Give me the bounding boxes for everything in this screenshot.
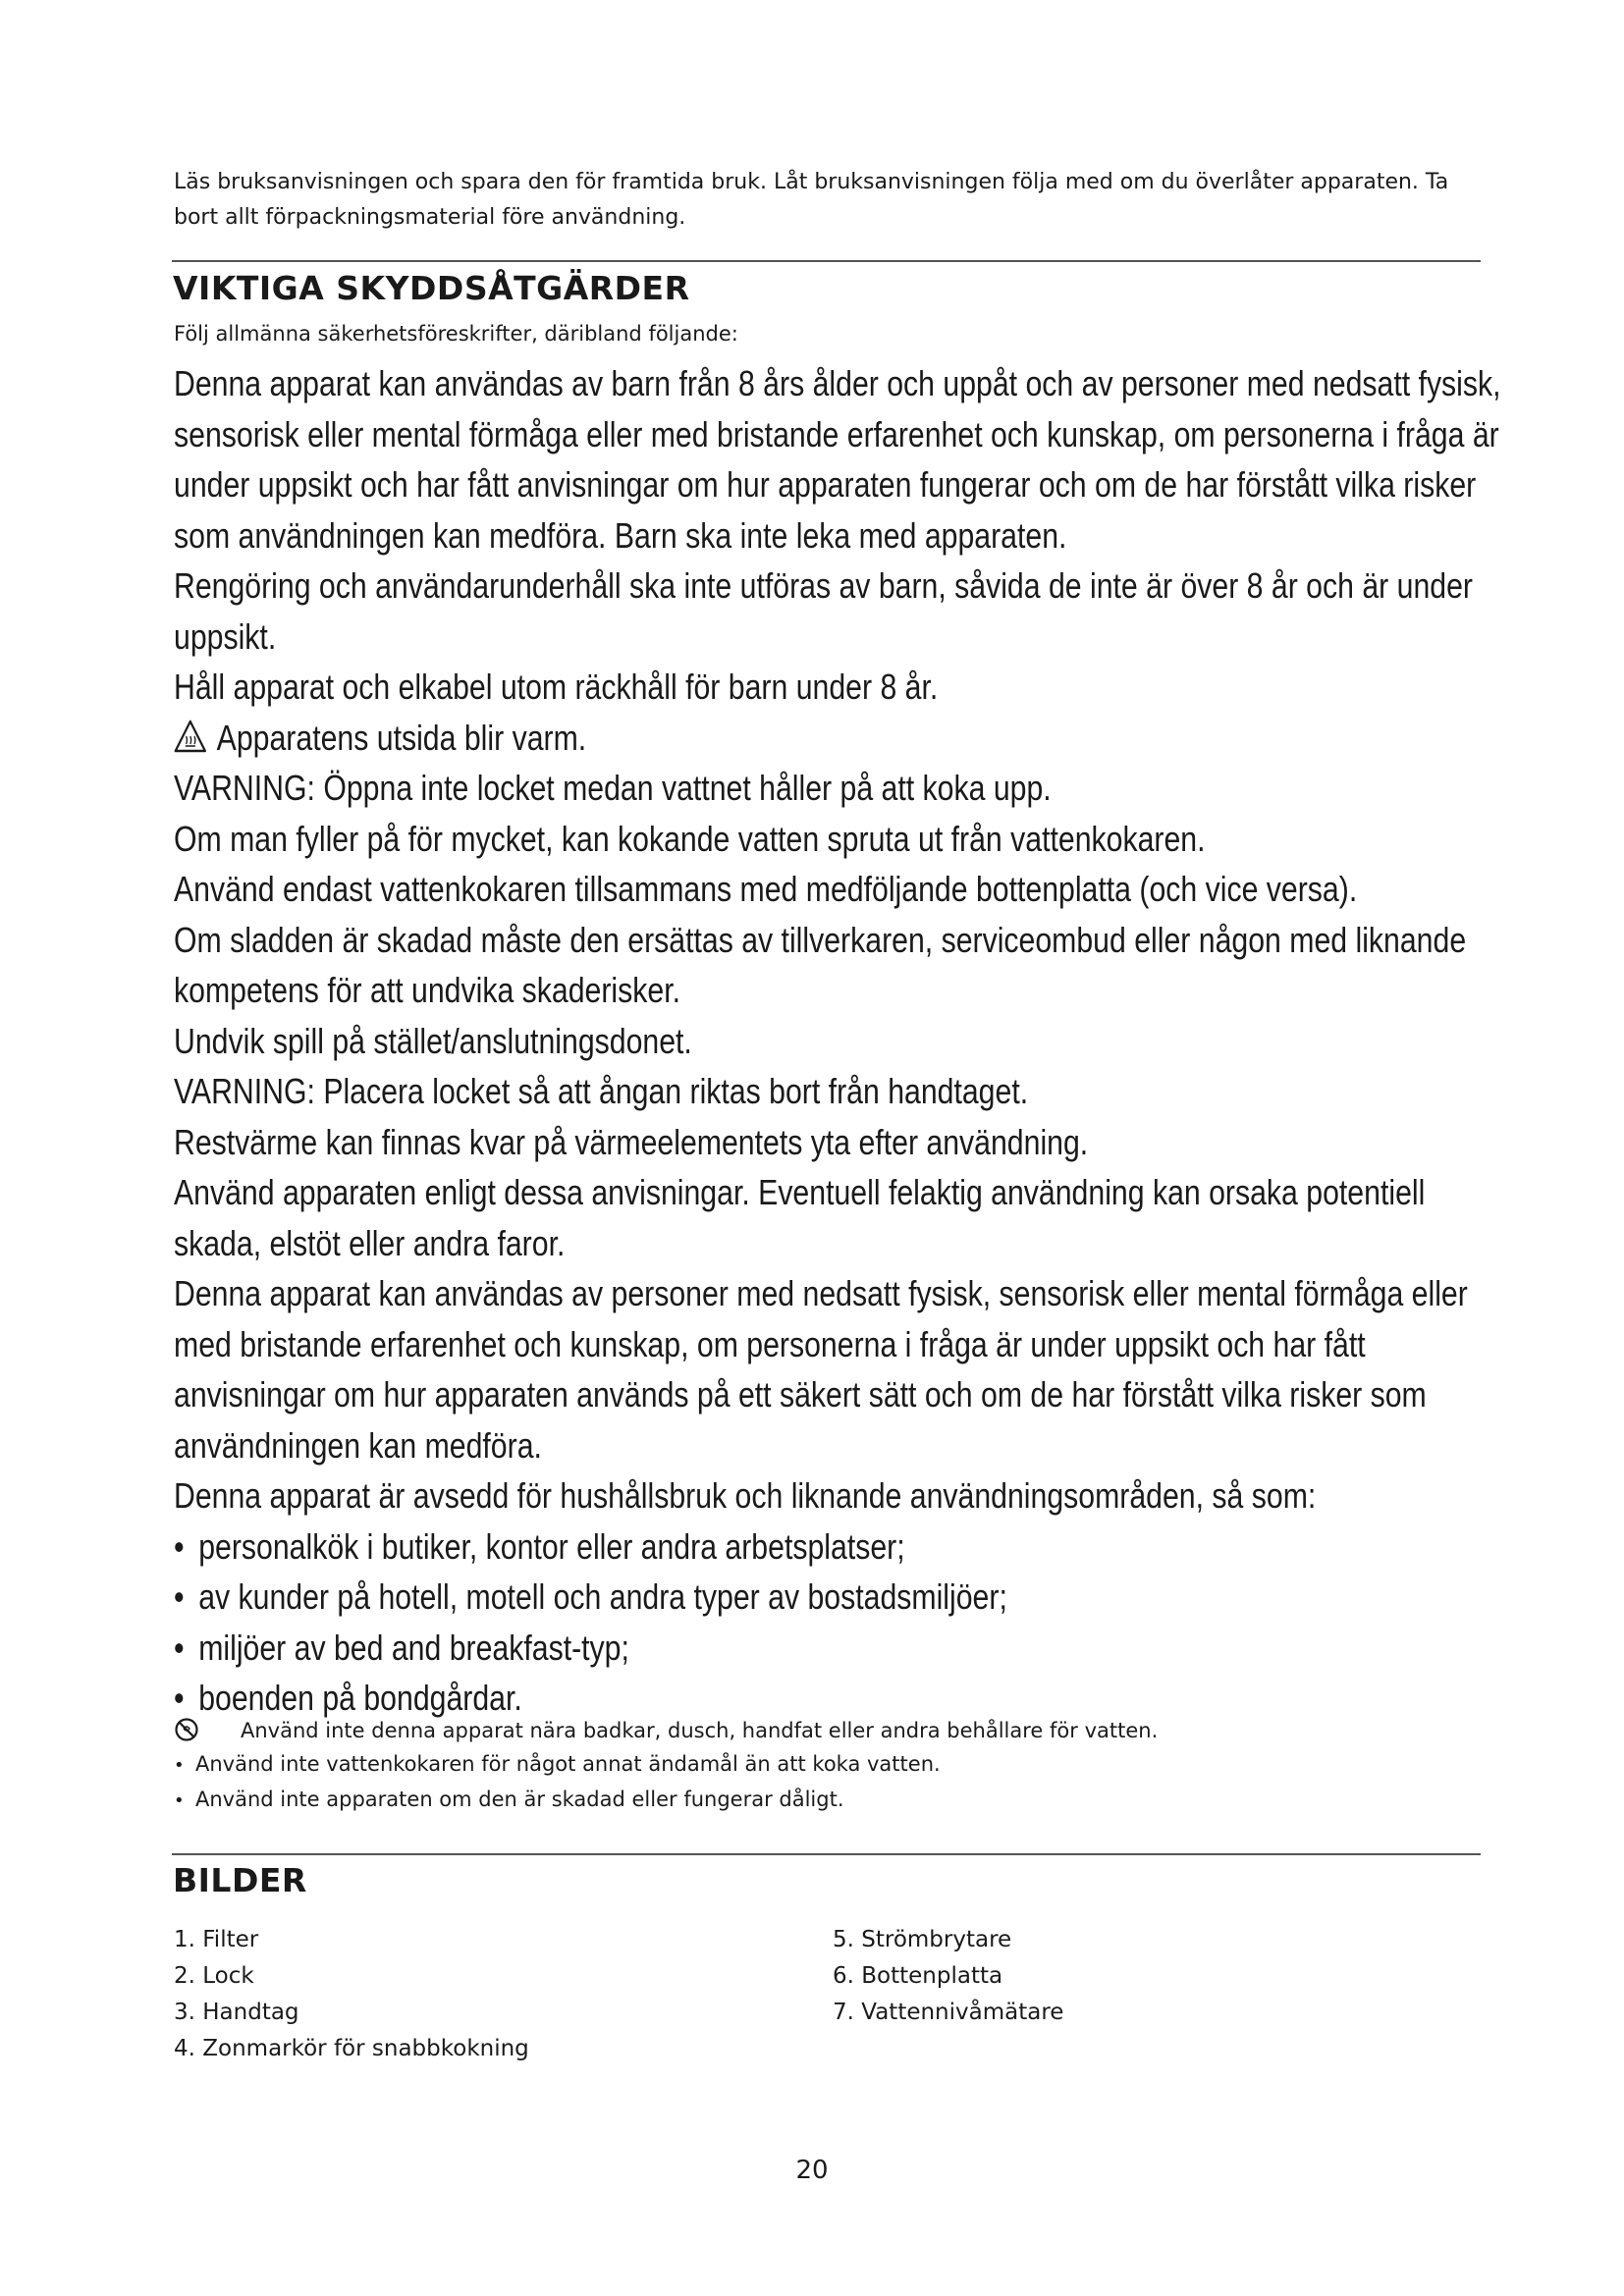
warning-bullet: • Använd inte apparaten om den är skadad eller fungerar dåligt. [174, 1783, 1480, 1818]
section-divider [172, 260, 1481, 262]
parts-heading: BILDER [173, 1861, 307, 1899]
parts-list-right [833, 1922, 1063, 2031]
no-water-icon [174, 1717, 199, 1742]
instruction-line: Restvärme kan finnas kvar på värmeelementets yta efter användning. [174, 1121, 1089, 1162]
part-item: 4. Zonmarkör för snabbkokning [174, 2036, 529, 2061]
warning-bullet: • Använd inte vattenkokaren för något annat ändamål än att koka vatten. [174, 1747, 1480, 1783]
parts-list-left [174, 1922, 529, 2067]
part-item: 2. Lock [174, 1963, 254, 1989]
part-item: 5. Strömbrytare [833, 1927, 1012, 1952]
instruction-line: VARNING: Placera locket så att ångan riktas bort från handtaget. [174, 1071, 1029, 1111]
instruction-text: Apparatens utsida blir varm. [216, 717, 587, 758]
instruction-line: som användningen kan medföra. Barn ska inte leka med apparaten. [174, 514, 1067, 556]
instruction-line: med bristande erfarenhet och kunskap, om personerna i fråga är under uppsikt och har fått [174, 1323, 1366, 1364]
usage-bullet: • miljöer av bed and breakfast-typ; [174, 1623, 1283, 1674]
instruction-line: VARNING: Öppna inte locket medan vattnet håller på att koka upp. [174, 768, 1052, 808]
instruction-line: Rengöring och användarunderhåll ska inte utföras av barn, såvida de inte är över 8 år och är under [174, 565, 1473, 606]
instruction-line: anvisningar om hur apparaten används på ett säkert sätt och om de har förstått vilka risker som [174, 1374, 1427, 1415]
part-item: 1. Filter [174, 1927, 259, 1952]
safety-instructions [174, 358, 1501, 1724]
safety-subheading: Följ allmänna säkerhetsföreskrifter, däribland följande: [174, 322, 738, 346]
additional-warnings [174, 1714, 1480, 1818]
intro-text [174, 165, 1480, 236]
instruction-line: under uppsikt och har fått anvisningar om hur apparaten fungerar och om de har förstått vilka risker [174, 464, 1477, 505]
instruction-line: Denna apparat kan användas av personer med nedsatt fysisk, sensorisk eller mental förmåga eller [174, 1273, 1468, 1313]
usage-bullet: • personalkök i butiker, kontor eller andra arbetsplatser; [174, 1522, 1283, 1573]
instruction-line: sensorisk eller mental förmåga eller med bristande erfarenhet och kunskap, om personerna i fråga är [174, 413, 1499, 454]
instruction-line: Håll apparat och elkabel utom räckhåll för barn under 8 år. [174, 667, 939, 707]
usage-bullet: • boenden på bondgårdar. [174, 1673, 1283, 1724]
instruction-line: användningen kan medföra. [174, 1424, 542, 1466]
intro-line: bort allt förpackningsmaterial före användning. [174, 205, 686, 230]
instruction-line: Denna apparat kan användas av barn från 8 års ålder och uppåt och av personer med nedsatt fysisk, [174, 363, 1501, 403]
page-number: 20 [795, 2156, 829, 2185]
no-water-line [174, 1714, 1480, 1747]
part-item: 7. Vattennivåmätare [833, 2000, 1064, 2025]
part-item: 3. Handtag [174, 2000, 299, 2025]
instruction-line: kompetens för att undvika skaderisker. [174, 970, 681, 1010]
instruction-line: Använd endast vattenkokaren tillsammans med medföljande bottenplatta (och vice versa). [174, 869, 1358, 909]
warning-text: Använd inte denna apparat nära badkar, dusch, handfat eller andra behållare för vatten. [241, 1719, 1159, 1742]
intro-line: Läs bruksanvisningen och spara den för framtida bruk. Låt bruksanvisningen följa med om du överlåter apparaten. Ta [174, 170, 1449, 194]
instruction-line: skada, elstöt eller andra faror. [174, 1222, 566, 1263]
instruction-line: Använd apparaten enligt dessa anvisningar. Eventuell felaktig användning kan orsaka potentiell [174, 1172, 1426, 1212]
hot-surface-warning-icon [174, 720, 207, 753]
instruction-line: Om man fyller på för mycket, kan kokande vatten spruta ut från vattenkokaren. [174, 818, 1206, 859]
safety-heading: VIKTIGA SKYDDSÅTGÄRDER [173, 269, 690, 307]
usage-bullet: • av kunder på hotell, motell och andra typer av bostadsmiljöer; [174, 1572, 1283, 1623]
instruction-line: Om sladden är skadad måste den ersättas av tillverkaren, serviceombud eller någon med liknande [174, 919, 1467, 960]
part-item: 6. Bottenplatta [833, 1963, 1003, 1989]
instruction-line: Denna apparat är avsedd för hushållsbruk och liknande användningsområden, så som: [174, 1475, 1317, 1516]
hot-surface-line [174, 713, 1283, 764]
section-divider [172, 1853, 1481, 1855]
instruction-line: Undvik spill på stället/anslutningsdonet. [174, 1020, 692, 1061]
instruction-line: uppsikt. [174, 615, 277, 657]
